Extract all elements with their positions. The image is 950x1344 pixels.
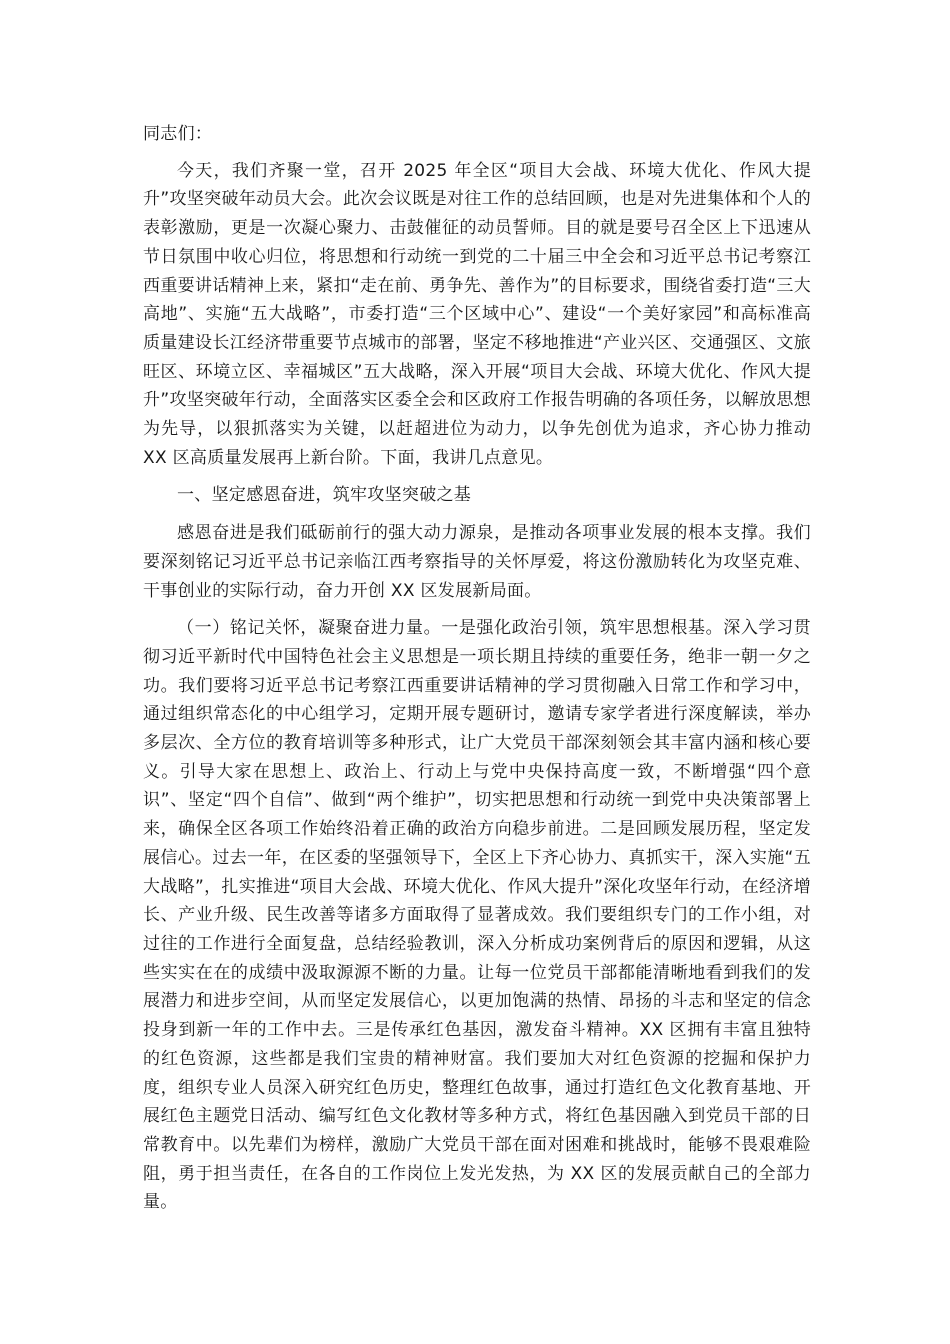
salutation: 同志们： — [143, 124, 213, 144]
opening-paragraph: 今天，我们齐聚一堂，召开 2025 年全区“项目大会战、环境大优化、作风大提升”攻坚突破年动员大会。此次会议既是对往工作的总结回顾，也是对先进集体和个人的表彰激励，更是一次凝心聚力、击鼓催征的动员誓师。目的就是要号召全区上下迅速从节日氛围中收心归位，将思想和行动统一到党的二十届三中全会和习近平总书记考察江西重要讲话精神上来，紧扣“走在前、勇争先、善作为”的目标要求，围绕省委打造“三大高地”、实施“五大战略”，市委打造“三个区域中心”、建设“一个美好家园”和高标准高质量建设长江经济带重要节点城市的部署，坚定不移地推进“产业兴区、交通强区、文旅旺区、环境立区、幸福城区”五大战略，深入开展“项目大会战、环境大优化、作风大提升”攻坚突破年行动，全面落实区委全会和区政府工作报告明确的各项任务，以解放思想为先导，以狠抓落实为关键，以赶超进位为动力，以争先创优为追求，齐心协力推动 XX 区高质量发展再上新台阶。下面，我讲几点意见。 — [143, 160, 811, 468]
section-1-intro-paragraph: 感恩奋进是我们砥砺前行的强大动力源泉，是推动各项事业发展的根本支撑。我们要深刻铭记习近平总书记亲临江西考察指导的关怀厚爱，将这份激励转化为攻坚克难、干事创业的实际行动，奋力开创 XX 区发展新局面。 — [143, 523, 811, 601]
speech-body — [143, 120, 811, 1226]
section-heading-1: 一、坚定感恩奋进，筑牢攻坚突破之基 — [177, 485, 472, 506]
subsection-1-paragraph: （一）铭记关怀，凝聚奋进力量。一是强化政治引领，筑牢思想根基。深入学习贯彻习近平新时代中国特色社会主义思想是一项长期且持续的重要任务，绝非一朝一夕之功。我们要将习近平总书记考察江西重要讲话精神的学习贯彻融入日常工作和学习中，通过组织常态化的中心组学习，定期开展专题研讨，邀请专家学者进行深度解读，举办多层次、全方位的教育培训等多种形式，让广大党员干部深刻领会其丰富内涵和核心要义。引导大家在思想上、政治上、行动上与党中央保持高度一致，不断增强“四个意识”、坚定“四个自信”、做到“两个维护”，切实把思想和行动统一到党中央决策部署上来，确保全区各项工作始终沿着正确的政治方向稳步前进。二是回顾发展历程，坚定发展信心。过去一年，在区委的坚强领导下，全区上下齐心协力、真抓实干，深入实施“五大战略”，扎实推进“项目大会战、环境大优化、作风大提升”深化攻坚年行动，在经济增长、产业升级、民生改善等诸多方面取得了显著成效。我们要组织专门的工作小组，对过往的工作进行全面复盘，总结经验教训，深入分析成功案例背后的原因和逻辑，从这些实实在在的成绩中汲取源源不断的力量。让每一位党员干部都能清晰地看到我们的发展潜力和进步空间，从而坚定发展信心，以更加饱满的热情、昂扬的斗志和坚定的信念投身到新一年的工作中去。三是传承红色基因，激发奋斗精神。XX 区拥有丰富且独特的红色资源，这些都是我们宝贵的精神财富。我们要加大对红色资源的挖掘和保护力度，组织专业人员深入研究红色历史，整理红色故事，通过打造红色文化教育基地、开展红色主题党日活动、编写红色文化教材等多种方式，将红色基因融入到党员干部的日常教育中。以先辈们为榜样，激励广大党员干部在面对困难和挑战时，能够不畏艰难险阻，勇于担当责任，在各自的工作岗位上发光发热，为 XX 区的发展贡献自己的全部力量。 — [143, 618, 811, 1213]
